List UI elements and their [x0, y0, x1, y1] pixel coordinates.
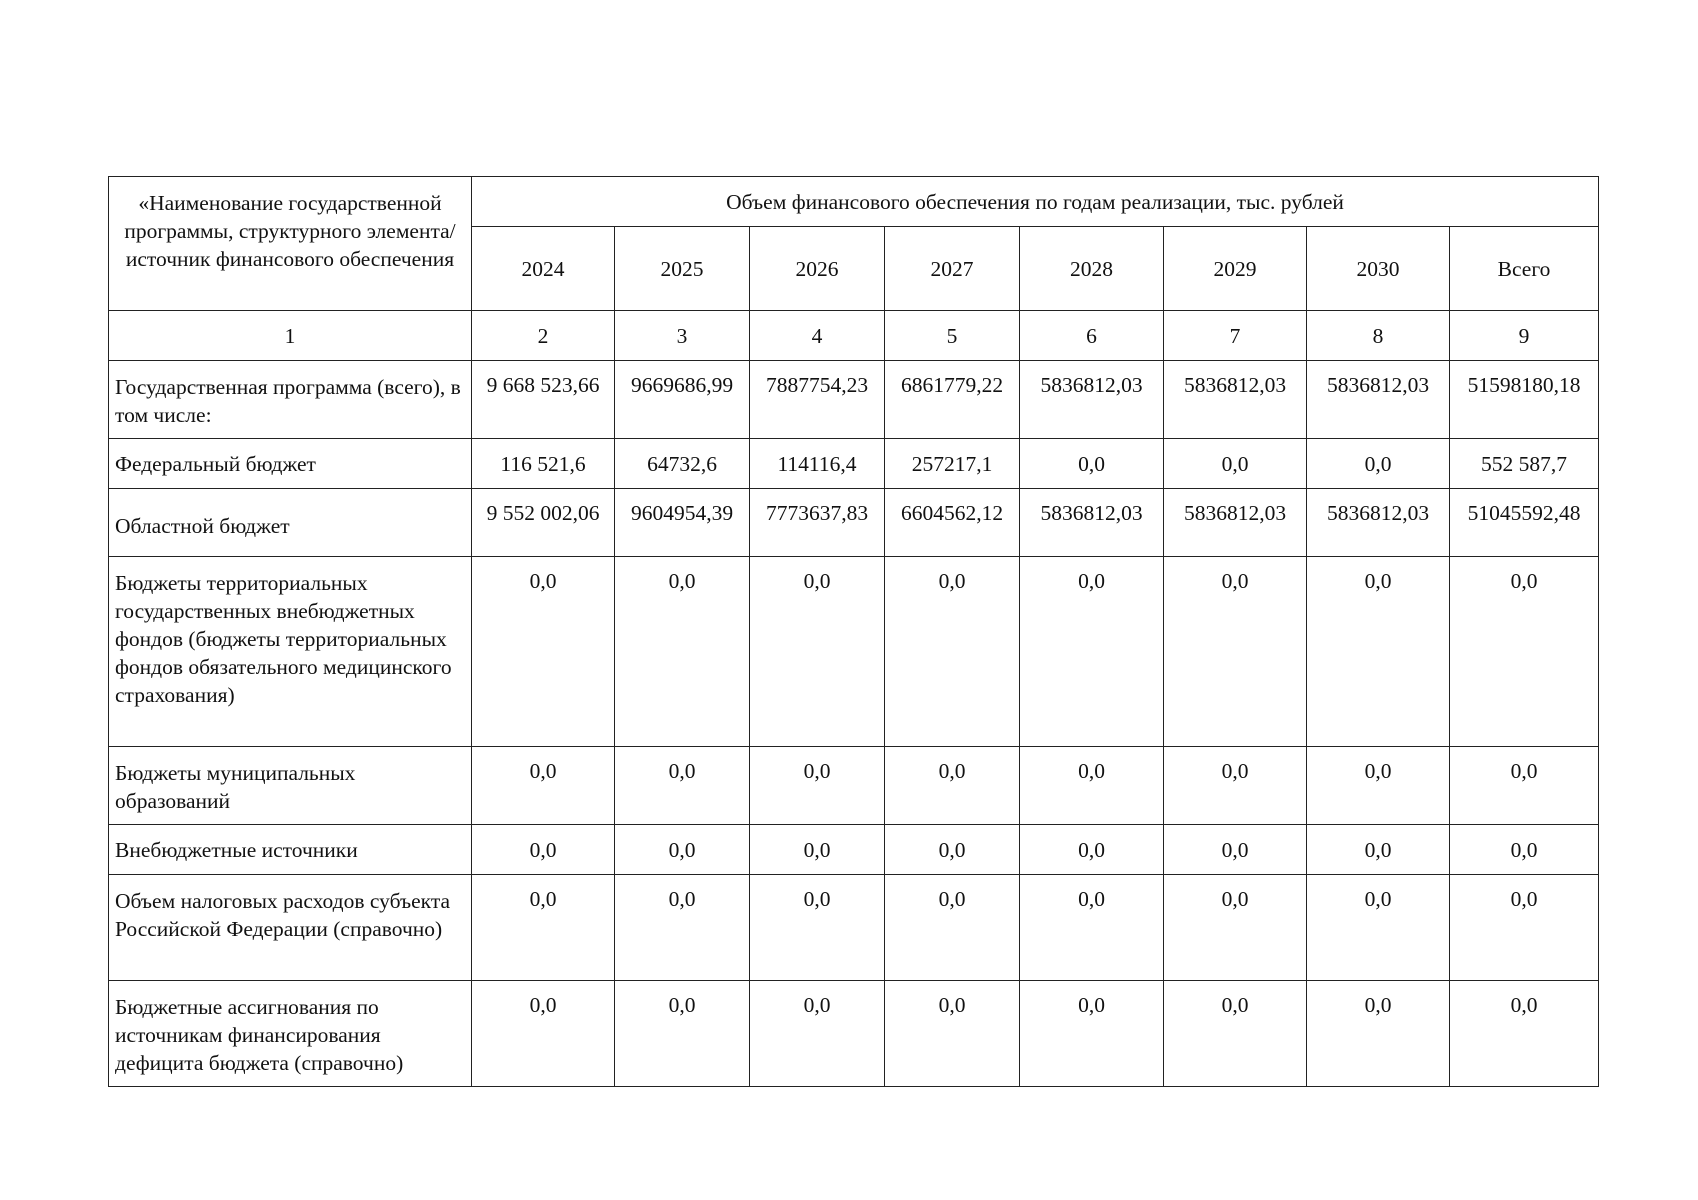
table-row [109, 825, 1599, 875]
table-row [109, 557, 1599, 747]
year-header: 2026 [750, 227, 885, 311]
cell-value: 5836812,03 [1020, 361, 1164, 439]
cell-value: 6861779,22 [885, 361, 1020, 439]
table-row [109, 439, 1599, 489]
column-index: 2 [472, 311, 615, 361]
cell-value: 0,0 [472, 557, 615, 747]
year-header: 2030 [1307, 227, 1450, 311]
cell-value: 5836812,03 [1164, 489, 1307, 557]
cell-value: 0,0 [1307, 875, 1450, 981]
cell-value: 552 587,7 [1450, 439, 1599, 489]
row-label: Бюджеты территориальных государственных внебюджетных фондов (бюджеты территориальных фондов обязательного медицинского страхования) [109, 557, 472, 747]
total-header: Всего [1450, 227, 1599, 311]
cell-value: 257217,1 [885, 439, 1020, 489]
year-header: 2025 [615, 227, 750, 311]
cell-value: 0,0 [885, 875, 1020, 981]
cell-value: 5836812,03 [1020, 489, 1164, 557]
row-label: Внебюджетные источники [109, 825, 472, 875]
column-index-row [109, 311, 1599, 361]
column-index: 8 [1307, 311, 1450, 361]
row-label: Объем налоговых расходов субъекта Российской Федерации (справочно) [109, 875, 472, 981]
cell-value: 0,0 [615, 981, 750, 1087]
cell-value: 0,0 [1450, 557, 1599, 747]
cell-value: 9669686,99 [615, 361, 750, 439]
table-row [109, 875, 1599, 981]
cell-value: 0,0 [1450, 747, 1599, 825]
cell-value: 0,0 [750, 557, 885, 747]
cell-value: 0,0 [1307, 825, 1450, 875]
financing-table [108, 176, 1599, 1087]
cell-value: 0,0 [1020, 557, 1164, 747]
row-label: Областной бюджет [109, 489, 472, 557]
column-index: 7 [1164, 311, 1307, 361]
column-index: 6 [1020, 311, 1164, 361]
cell-value: 0,0 [750, 825, 885, 875]
cell-value: 0,0 [1164, 747, 1307, 825]
cell-value: 9 668 523,66 [472, 361, 615, 439]
row-label: Федеральный бюджет [109, 439, 472, 489]
cell-value: 0,0 [472, 747, 615, 825]
cell-value: 0,0 [1450, 981, 1599, 1087]
cell-value: 0,0 [1307, 439, 1450, 489]
cell-value: 0,0 [1164, 439, 1307, 489]
cell-value: 0,0 [615, 825, 750, 875]
row-label: Бюджеты муниципальных образований [109, 747, 472, 825]
table-row [109, 361, 1599, 439]
cell-value: 0,0 [885, 557, 1020, 747]
cell-value: 5836812,03 [1307, 361, 1450, 439]
column-index: 3 [615, 311, 750, 361]
cell-value: 0,0 [1164, 875, 1307, 981]
cell-value: 0,0 [472, 825, 615, 875]
cell-value: 7773637,83 [750, 489, 885, 557]
cell-value: 0,0 [1020, 439, 1164, 489]
cell-value: 0,0 [1450, 825, 1599, 875]
cell-value: 0,0 [750, 981, 885, 1087]
cell-value: 0,0 [472, 981, 615, 1087]
cell-value: 0,0 [1020, 747, 1164, 825]
cell-value: 0,0 [1307, 747, 1450, 825]
cell-value: 116 521,6 [472, 439, 615, 489]
cell-value: 0,0 [885, 981, 1020, 1087]
row-label: Бюджетные ассигнования по источникам финансирования дефицита бюджета (справочно) [109, 981, 472, 1087]
cell-value: 0,0 [615, 747, 750, 825]
cell-value: 9 552 002,06 [472, 489, 615, 557]
cell-value: 0,0 [750, 875, 885, 981]
cell-value: 5836812,03 [1307, 489, 1450, 557]
name-column-header: «Наименование государственной программы, структурного элемента/источник финансового обеспечения [109, 177, 472, 311]
cell-value: 7887754,23 [750, 361, 885, 439]
table-row [109, 981, 1599, 1087]
cell-value: 114116,4 [750, 439, 885, 489]
row-label: Государственная программа (всего), в том числе: [109, 361, 472, 439]
column-index: 9 [1450, 311, 1599, 361]
financing-volume-header: Объем финансового обеспечения по годам реализации, тыс. рублей [472, 177, 1599, 227]
header-row-1 [109, 177, 1599, 227]
cell-value: 0,0 [885, 747, 1020, 825]
cell-value: 0,0 [1164, 557, 1307, 747]
year-header: 2027 [885, 227, 1020, 311]
cell-value: 51045592,48 [1450, 489, 1599, 557]
cell-value: 0,0 [1164, 981, 1307, 1087]
cell-value: 0,0 [1307, 981, 1450, 1087]
year-header: 2029 [1164, 227, 1307, 311]
cell-value: 0,0 [1450, 875, 1599, 981]
cell-value: 0,0 [885, 825, 1020, 875]
cell-value: 0,0 [1164, 825, 1307, 875]
cell-value: 0,0 [615, 875, 750, 981]
year-header: 2024 [472, 227, 615, 311]
cell-value: 5836812,03 [1164, 361, 1307, 439]
year-header: 2028 [1020, 227, 1164, 311]
column-index: 5 [885, 311, 1020, 361]
cell-value: 0,0 [472, 875, 615, 981]
cell-value: 64732,6 [615, 439, 750, 489]
cell-value: 6604562,12 [885, 489, 1020, 557]
cell-value: 0,0 [615, 557, 750, 747]
column-index: 4 [750, 311, 885, 361]
cell-value: 51598180,18 [1450, 361, 1599, 439]
table-row [109, 489, 1599, 557]
cell-value: 0,0 [1307, 557, 1450, 747]
table-row [109, 747, 1599, 825]
cell-value: 0,0 [1020, 875, 1164, 981]
column-index: 1 [109, 311, 472, 361]
cell-value: 0,0 [1020, 825, 1164, 875]
cell-value: 9604954,39 [615, 489, 750, 557]
cell-value: 0,0 [750, 747, 885, 825]
cell-value: 0,0 [1020, 981, 1164, 1087]
